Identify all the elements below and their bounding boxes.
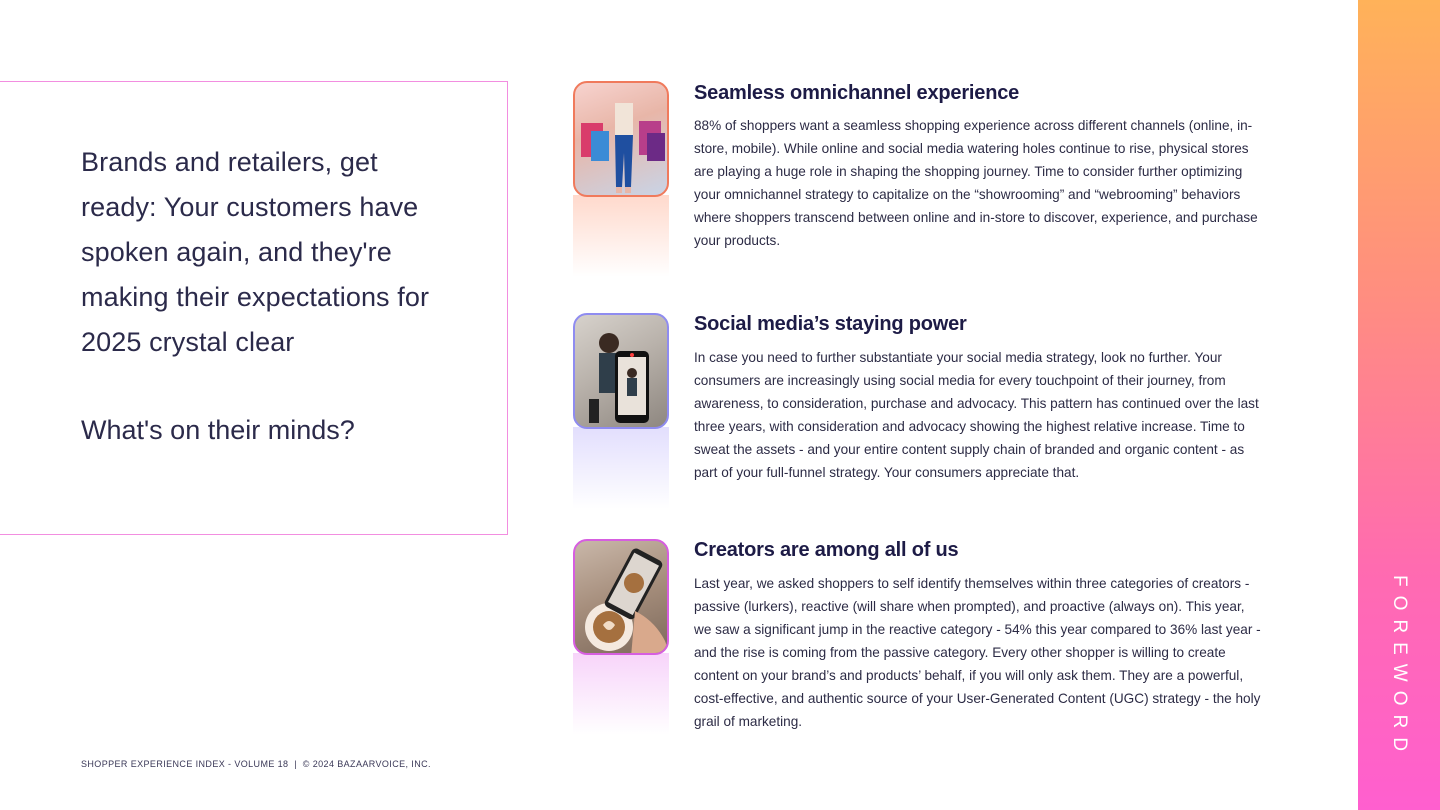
- section-title: Social media’s staying power: [694, 313, 967, 335]
- section-label-foreword: FOREWORD: [1389, 575, 1410, 760]
- section-image-fade: [573, 195, 669, 277]
- section-body: 88% of shoppers want a seamless shopping experience across different channels (online, in-store, mobile). While online and social media watering holes continue to rise, physical stores are playing a huge role in shaping the shopping journey. Time to consider further optimizing your omnichannel strategy to capitalize on the “showrooming” and “webrooming” behaviors where shoppers transcend between online and in-store to discover, experience, and purchase your products.: [694, 118, 1258, 248]
- shopping-bags-illustration: [575, 83, 669, 197]
- section-image-wrap: [573, 81, 669, 281]
- side-band: [1358, 0, 1440, 810]
- section-body: Last year, we asked shoppers to self identify themselves within three categories of creators - passive (lurkers), reactive (will share when prompted), and proactive (always on). This year, we saw a significant jump in the reactive category - 54% this year compared to 36% last year - and the rise is coming from the passive category. Every other shopper is willing to create content on your brand’s and products’ behalf, if you will only ask them. They are a powerful, cost-effective, and authentic source of your User-Generated Content (UGC) strategy - the holy grail of marketing.: [694, 576, 1261, 729]
- section-image-fade: [573, 427, 669, 509]
- section-image-fade: [573, 653, 669, 735]
- section-image-wrap: [573, 539, 669, 739]
- intro-question: What's on their minds?: [81, 415, 355, 445]
- phone-recording-photo-icon: [573, 313, 669, 429]
- section-title: Creators are among all of us: [694, 539, 959, 561]
- coffee-phone-illustration: [575, 541, 669, 655]
- section-title: Seamless omnichannel experience: [694, 82, 1020, 104]
- shopping-bags-photo-icon: [573, 81, 669, 197]
- intro-headline: Brands and retailers, get ready: Your customers have spoken again, and they're making their expectations for 2025 crystal clear: [81, 147, 430, 357]
- phone-recording-illustration: [575, 315, 669, 429]
- section-body: In case you need to further substantiate your social media strategy, look no further. Your consumers are increasingly using social media for every touchpoint of their journey, from awareness, to consideration, purchase and advocacy. This pattern has continued over the last three years, with consideration and advocacy showing the highest relative increase. Time to sweat the assets - and your entire content supply chain of branded and organic content - as part of your full-funnel strategy. Your consumers appreciate that.: [694, 350, 1259, 480]
- page-footer: SHOPPER EXPERIENCE INDEX - VOLUME 18 | © 2024 BAZAARVOICE, INC.: [81, 759, 431, 769]
- section-image-wrap: [573, 313, 669, 513]
- phone-photographing-coffee-photo-icon: [573, 539, 669, 655]
